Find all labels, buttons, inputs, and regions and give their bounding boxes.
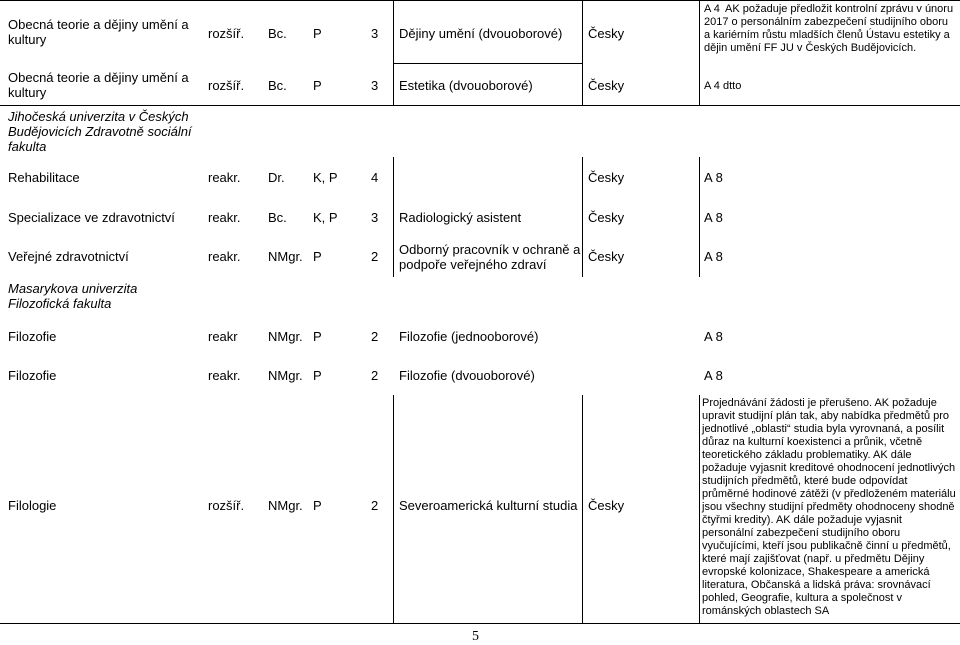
- table-cell-years: 2: [371, 329, 379, 344]
- table-cell-name: Veřejné zdravotnictví: [8, 249, 129, 264]
- table-cell-years: 4: [371, 170, 379, 185]
- table-cell-name: Filozofie: [8, 329, 57, 344]
- table-cell-years: 3: [371, 26, 379, 41]
- table-cell-type: reakr.: [208, 249, 241, 264]
- table-rule: [582, 157, 583, 199]
- table-rule: [699, 157, 700, 199]
- table-cell-name: Specializace ve zdravotnictví: [8, 210, 175, 225]
- table-cell-language: Česky: [588, 249, 625, 264]
- table-cell-name: Rehabilitace: [8, 170, 80, 185]
- table-rule: [393, 157, 394, 199]
- table-cell-language: Česky: [588, 498, 625, 513]
- table-cell-decision: A 4 dtto: [704, 80, 742, 92]
- table-rule: [0, 105, 960, 106]
- table-rule: [699, 199, 700, 237]
- table-cell-program: Filozofie (dvouoborové): [399, 368, 535, 383]
- table-cell-degree: Bc.: [268, 210, 287, 225]
- table-cell-form: K, P: [313, 210, 338, 225]
- table-cell-decision: A 8: [704, 249, 723, 264]
- table-border-top: [0, 0, 960, 1]
- table-cell-program: Radiologický asistent: [399, 210, 522, 225]
- table-rule: [699, 0, 700, 106]
- page-number: 5: [472, 629, 479, 644]
- table-cell-form: P: [313, 329, 322, 344]
- table-rule: [393, 395, 394, 624]
- table-cell-decision: A 8: [704, 170, 723, 185]
- table-cell-note: AK požaduje předložit kontrolní zprávu v únoru 2017 o personálním zabezpečení studijního oboru a kariérním růstu mladších členů Ústavu estetiky a dějin umění FF JU v Českých Budějovicích.: [704, 3, 954, 54]
- table-cell-years: 2: [371, 249, 379, 264]
- table-cell-type: rozšíř.: [208, 26, 245, 41]
- table-cell-form: P: [313, 498, 322, 513]
- table-cell-name: Filologie: [8, 498, 57, 513]
- table-cell-degree: Bc.: [268, 26, 287, 41]
- table-cell-language: Česky: [588, 26, 625, 41]
- table-cell-decision: A 8: [704, 329, 723, 344]
- table-cell-degree: NMgr.: [268, 368, 303, 383]
- table-cell-language: Česky: [588, 210, 625, 225]
- table-cell-years: 2: [371, 368, 379, 383]
- table-cell-language: Česky: [588, 170, 625, 185]
- table-border-bottom: [0, 623, 960, 624]
- table-cell-degree: Dr.: [268, 170, 285, 185]
- table-cell-program: Dějiny umění (dvouoborové): [399, 26, 563, 41]
- table-rule: [582, 199, 583, 237]
- table-rule: [393, 0, 394, 106]
- table-rule: [393, 199, 394, 237]
- table-cell-type: rozšíř.: [208, 498, 245, 513]
- table-rule: [699, 395, 700, 624]
- table-cell-form: P: [313, 78, 322, 93]
- table-cell-form: P: [313, 368, 322, 383]
- table-cell-program: Filozofie (jednooborové): [399, 329, 539, 344]
- table-rule: [393, 63, 583, 64]
- table-rule: [582, 237, 583, 277]
- table-cell-type: reakr: [208, 329, 238, 344]
- table-cell-decision: A 8: [704, 368, 723, 383]
- table-cell-degree: NMgr.: [268, 249, 303, 264]
- table-cell-program: Estetika (dvouoborové): [399, 78, 533, 93]
- table-cell-form: K, P: [313, 170, 338, 185]
- table-cell-form: P: [313, 249, 322, 264]
- table-cell-years: 2: [371, 498, 379, 513]
- table-cell-form: P: [313, 26, 322, 41]
- table-cell-years: 3: [371, 78, 379, 93]
- table-cell-name: Obecná teorie a dějiny umění a kultury: [8, 70, 189, 100]
- institution-heading: Masarykova univerzita Filozofická fakulta: [8, 281, 138, 311]
- table-cell-program: Odborný pracovník v ochraně a podpoře veřejného zdraví: [399, 242, 581, 272]
- table-cell-language: Česky: [588, 78, 625, 93]
- table-cell-type: reakr.: [208, 368, 241, 383]
- table-cell-name: Filozofie: [8, 368, 57, 383]
- table-cell-type: reakr.: [208, 170, 241, 185]
- table-rule: [393, 237, 394, 277]
- table-cell-program: Severoamerická kulturní studia: [399, 498, 578, 513]
- table-cell-degree: NMgr.: [268, 329, 303, 344]
- institution-heading: Jihočeská univerzita v Českých Budějovicích Zdravotně sociální fakulta: [8, 109, 192, 154]
- table-cell-name: Obecná teorie a dějiny umění a kultury: [8, 17, 189, 47]
- table-rule: [699, 237, 700, 277]
- table-rule: [582, 0, 583, 106]
- table-cell-note: Projednávání žádosti je přerušeno. AK požaduje upravit studijní plán tak, aby nabídka předmětů pro jednotlivé „oblasti“ studia byla vyrovnaná, a posílit důraz na kulturní koexistenci a průnik, včetně teoretického základu problematiky. AK dále požaduje vyjasnit kreditové ohodnocení jednotlivých studijních předmětů, které bude odpovídat průměrné hodinové zátěži (v předloženém materiálu jsou všechny studijní předměty ohodnoceny shodně čtyřmi kredity). AK dále požaduje vyjasnit personální zabezpečení studijního oboru vyučujícími, kteří jsou publikačně činní u předmětů, které mají zajišťovat (např. u předmětu Dějiny evropské kolonizace, Shakespeare a americká literatura, Občanská a lidská práva: srovnávací pohled, Geografie, kultura a společnost v románských oblastech SA: [702, 397, 956, 617]
- table-cell-type: rozšíř.: [208, 78, 245, 93]
- table-cell-years: 3: [371, 210, 379, 225]
- table-cell-degree: NMgr.: [268, 498, 303, 513]
- table-cell-decision: A 8: [704, 210, 723, 225]
- table-cell-degree: Bc.: [268, 78, 287, 93]
- table-cell-decision: A 4: [704, 3, 720, 15]
- table-cell-type: reakr.: [208, 210, 241, 225]
- table-rule: [582, 395, 583, 624]
